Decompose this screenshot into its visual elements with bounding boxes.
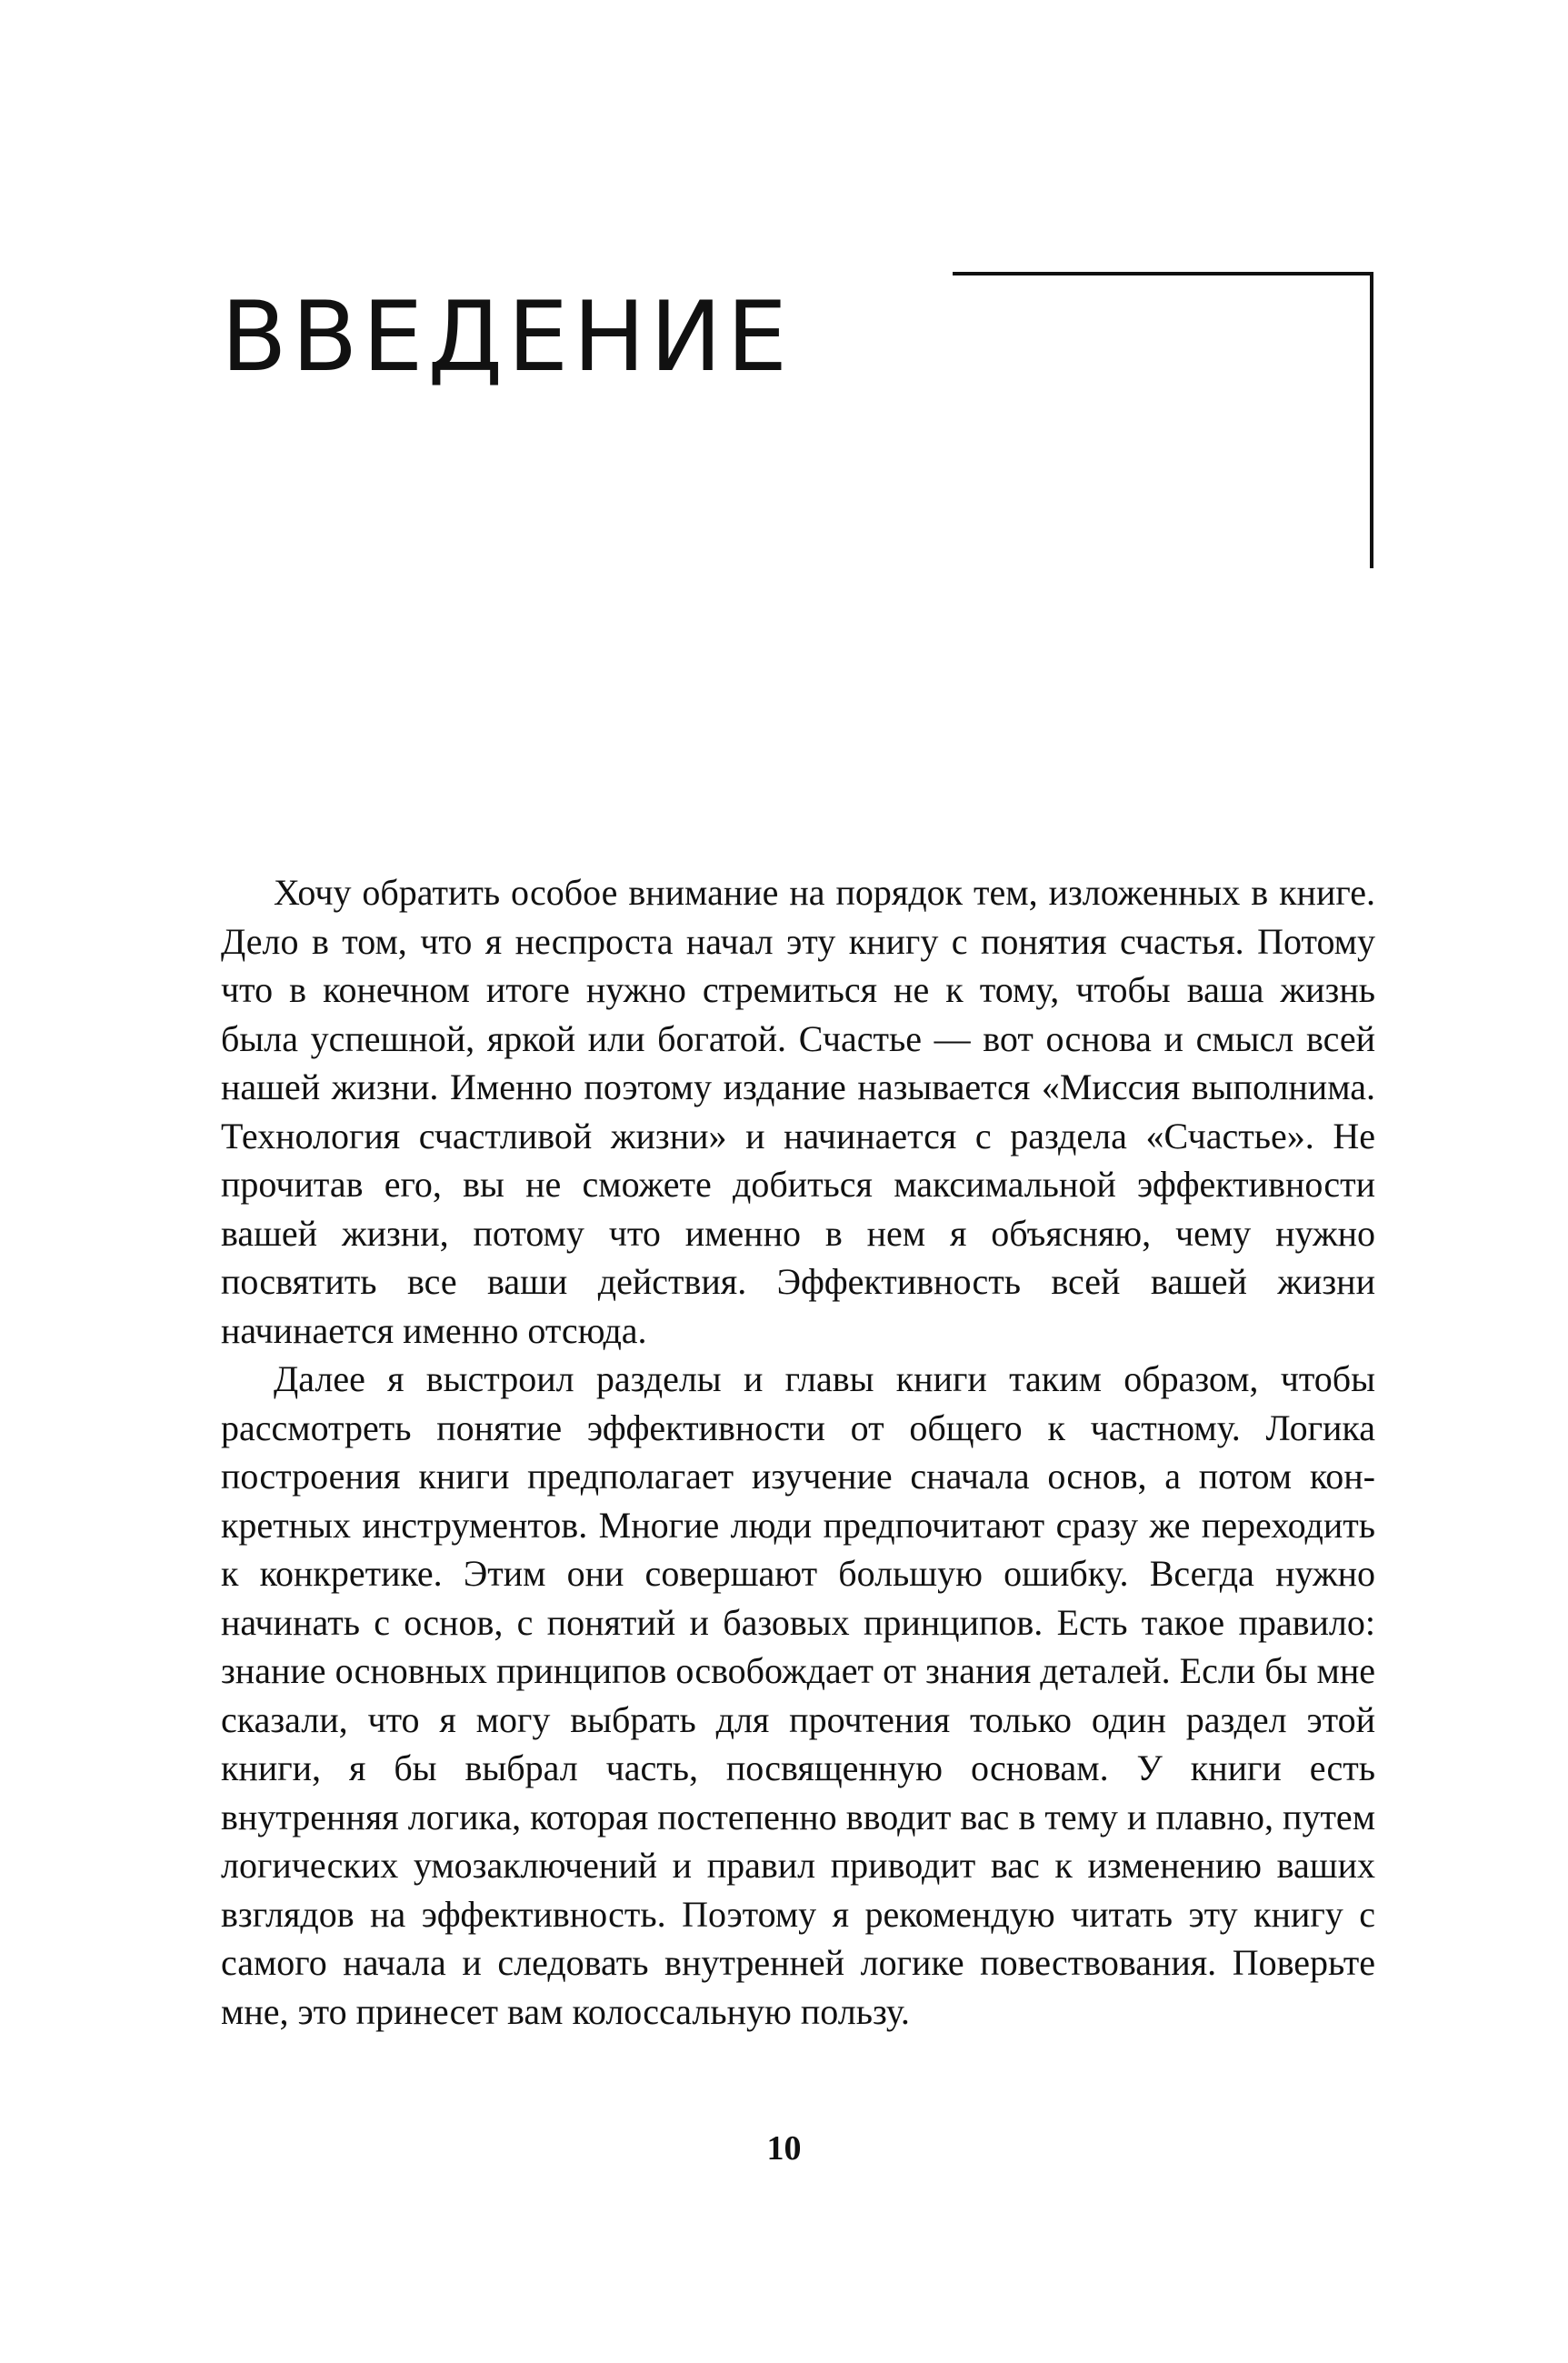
decorative-corner-frame [953,272,1373,568]
body-text [221,868,1375,2036]
paragraph-2: Далее я выстроил разделы и главы книги таким образом, чтобы рассмотреть понятие эффективности от общего к частному. Логика построения книги предполагает изучение сначала основ, а потом конкретных инструментов. Многие люди предпочитают сразу же переходить к конкретике. Этим они совершают большую ошибку. Всегда нужно начинать с основ, с понятий и базовых принципов. Есть такое правило: знание основных принципов освобождает от знания деталей. Если бы мне сказали, что я могу выбрать для прочтения только один раздел этой книги, я бы выбрал часть, посвященную основам. У книги есть внутренняя логика, которая постепенно вводит вас в тему и плавно, путем логических умозаключений и правил приводит вас к изменению ваших взглядов на эффективность. Поэтому я рекомендую читать эту книгу с самого начала и следовать внутренней логике повествования. Поверьте мне, это принесет вам колоссальную пользу. [221,1358,1375,2032]
paragraph-1: Хочу обратить особое внимание на порядок тем, изложенных в книге. Дело в том, что я неспроста начал эту книгу с понятия счастья. Потому что в конечном итоге нужно стремиться не к тому, чтобы ваша жизнь была успешной, яркой или богатой. Счастье — вот основа и смысл всей нашей жизни. Именно поэтому издание называется «Миссия выполнима. Технология счастливой жизни» и начинается с раздела «Счастье». Не прочитав его, вы не сможете добиться максимальной эффективности вашей жизни, потому что именно в нем я объясняю, чему нужно посвятить все ваши действия. Эффективность всей вашей жизни начинается именно отсюда. [221,872,1375,1351]
page-number: 10 [766,2129,802,2168]
chapter-title: ВВЕДЕНИЕ [221,281,793,393]
